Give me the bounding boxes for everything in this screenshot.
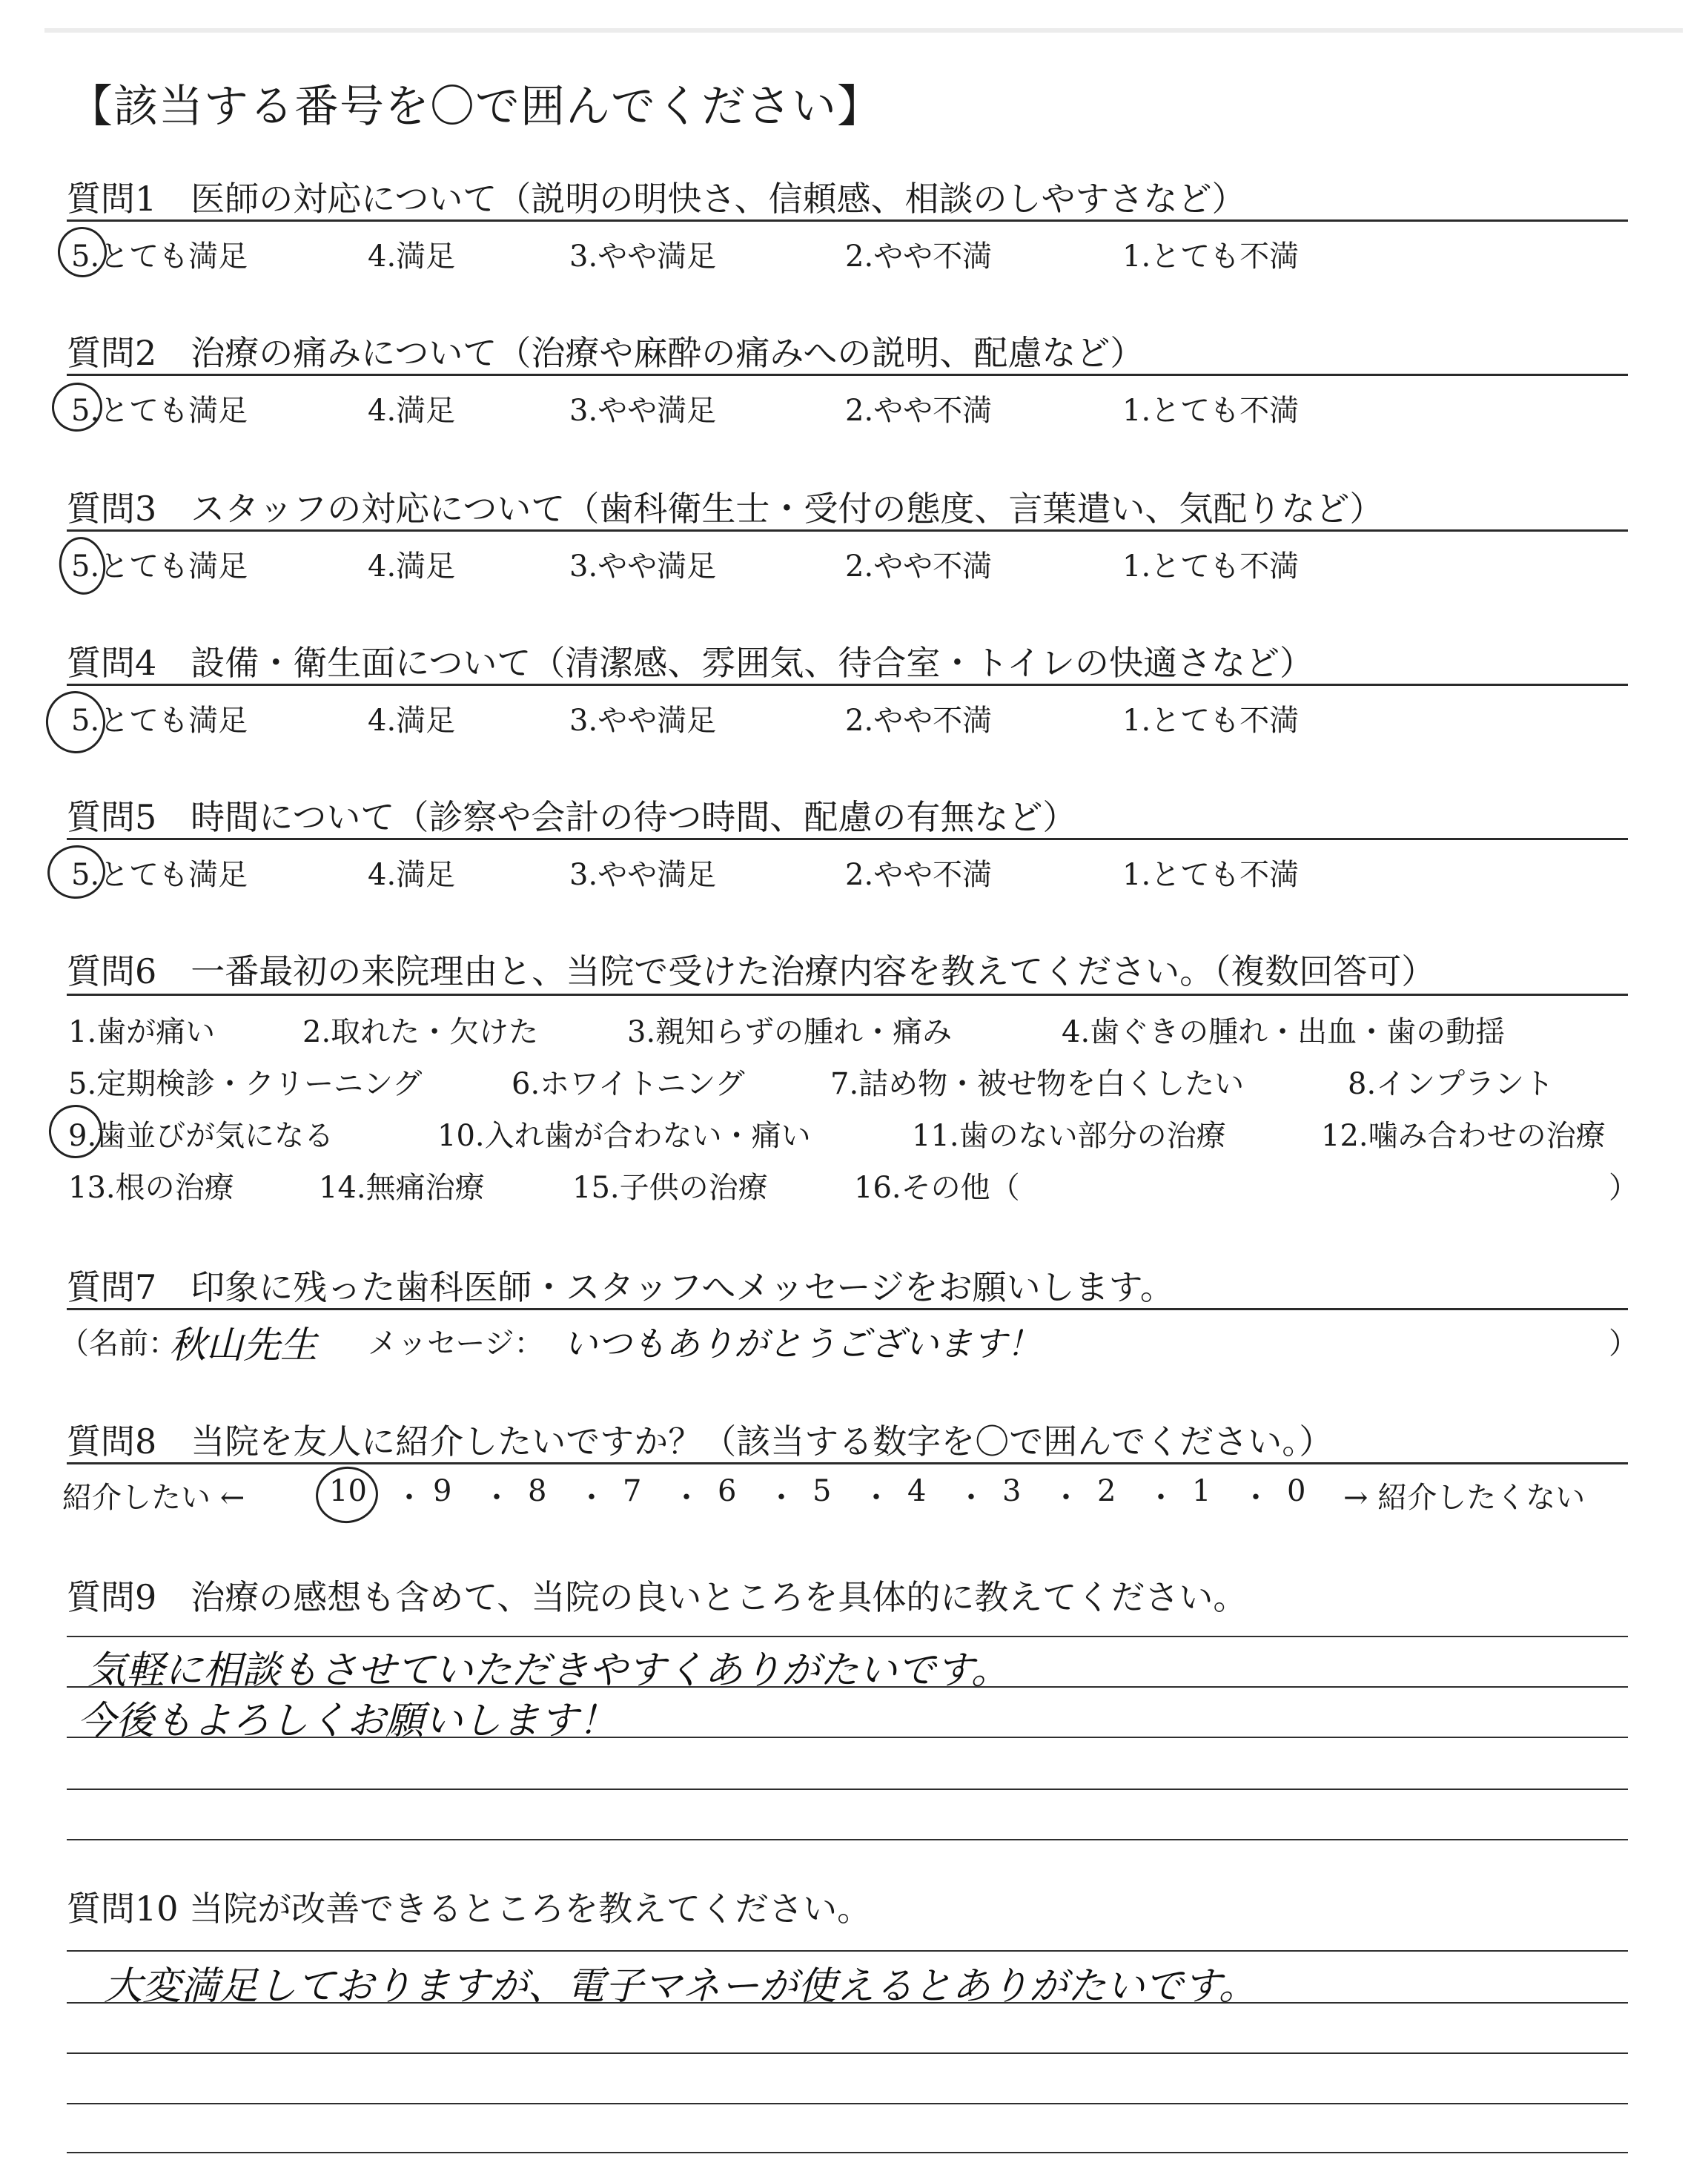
question-7-title: 質問7 印象に残った歯科医師・スタッフへメッセージをお願いします。	[67, 1267, 1174, 1307]
q4-option-3[interactable]: 3.やや満足	[569, 704, 717, 738]
q7-message-label: メッセージ：	[368, 1327, 544, 1361]
q1-option-3[interactable]: 3.やや満足	[569, 240, 717, 274]
q8-dot: ・	[1146, 1481, 1176, 1515]
q6-option-2[interactable]: 2.取れた・欠けた	[302, 1015, 539, 1049]
q4-option-1[interactable]: 1.とても不満	[1122, 704, 1300, 738]
question-7-rule	[67, 1308, 1628, 1310]
question-3-rule	[67, 529, 1628, 532]
q6-option-1[interactable]: 1.歯が痛い	[68, 1015, 216, 1049]
q8-dot: ・	[577, 1481, 606, 1515]
q1-option-5[interactable]: 5.とても満足	[71, 240, 248, 274]
q5-option-3[interactable]: 3.やや満足	[569, 858, 717, 892]
q8-dot: ・	[482, 1481, 512, 1515]
page-top-edge	[44, 28, 1683, 33]
q8-scale-9[interactable]: 9	[433, 1474, 452, 1508]
q6-option-12[interactable]: 12.噛み合わせの治療	[1321, 1119, 1606, 1153]
q2-option-2[interactable]: 2.やや不満	[845, 394, 993, 428]
q3-option-5[interactable]: 5.とても満足	[71, 549, 248, 584]
q6-option-11[interactable]: 11.歯のない部分の治療	[912, 1119, 1226, 1153]
q10-answer-line	[67, 2152, 1628, 2153]
q8-dot: ・	[672, 1481, 701, 1515]
q8-dot: ・	[1241, 1481, 1271, 1515]
question-8-title: 質問8 当院を友人に紹介したいですか？（該当する数字を〇で囲んでください。）	[67, 1421, 1334, 1462]
q10-answer-line	[67, 2052, 1628, 2054]
q6-option-8[interactable]: 8.インプラント	[1348, 1067, 1555, 1101]
q6-option-4[interactable]: 4.歯ぐきの腫れ・出血・歯の動揺	[1062, 1015, 1506, 1049]
q8-dot: ・	[394, 1481, 424, 1515]
q8-scale-5[interactable]: 5	[812, 1474, 832, 1508]
q3-option-3[interactable]: 3.やや満足	[569, 549, 717, 584]
q1-option-2[interactable]: 2.やや不満	[845, 240, 993, 274]
form-title: 【該当する番号を〇で囲んでください】	[68, 81, 882, 133]
q7-message-value[interactable]: いつもありがとうございます！	[563, 1324, 1041, 1364]
q10-answer-line	[67, 2103, 1628, 2104]
q8-dot: ・	[1051, 1481, 1081, 1515]
q8-selection-circle	[312, 1463, 382, 1527]
question-2-rule	[67, 374, 1628, 376]
q8-scale-6[interactable]: 6	[718, 1474, 737, 1508]
q4-option-4[interactable]: 4.満足	[368, 704, 456, 738]
q3-option-2[interactable]: 2.やや不満	[845, 549, 993, 584]
q9-answer-line	[67, 1636, 1628, 1637]
q8-dot: ・	[956, 1481, 986, 1515]
q4-option-5[interactable]: 5.とても満足	[71, 704, 248, 738]
q6-option-3[interactable]: 3.親知らずの腫れ・痛み	[627, 1015, 953, 1049]
q8-scale-4[interactable]: 4	[907, 1474, 927, 1508]
question-4-title: 質問4 設備・衛生面について（清潔感、雰囲気、待合室・トイレの快適さなど）	[67, 643, 1314, 683]
question-3-title: 質問3 スタッフの対応について（歯科衛生士・受付の態度、言葉遣い、気配りなど）	[67, 489, 1384, 529]
q1-option-4[interactable]: 4.満足	[368, 240, 456, 274]
question-4-rule	[67, 684, 1628, 686]
q6-option-16-close-paren: ）	[1609, 1171, 1638, 1205]
q6-option-6[interactable]: 6.ホワイトニング	[512, 1067, 745, 1101]
q3-option-1[interactable]: 1.とても不満	[1122, 549, 1300, 584]
q7-name-value[interactable]: 秋山先生	[169, 1324, 317, 1367]
q2-option-1[interactable]: 1.とても不満	[1122, 394, 1300, 428]
q9-answer-line	[67, 1839, 1628, 1840]
question-1-rule	[67, 219, 1628, 222]
q8-scale-2[interactable]: 2	[1097, 1474, 1116, 1508]
q7-close-paren: ）	[1609, 1327, 1638, 1361]
q10-answer-line	[67, 1950, 1628, 1952]
question-8-rule	[67, 1462, 1628, 1464]
q5-option-2[interactable]: 2.やや不満	[845, 858, 993, 892]
q6-option-13[interactable]: 13.根の治療	[68, 1171, 234, 1205]
q2-option-3[interactable]: 3.やや満足	[569, 394, 717, 428]
question-1-title: 質問1 医師の対応について（説明の明快さ、信頼感、相談のしやすさなど）	[67, 179, 1246, 219]
q5-option-5[interactable]: 5.とても満足	[71, 858, 248, 892]
question-2-title: 質問2 治療の痛みについて（治療や麻酔の痛みへの説明、配慮など）	[67, 333, 1145, 373]
q8-scale-1[interactable]: 1	[1192, 1474, 1211, 1508]
q4-option-2[interactable]: 2.やや不満	[845, 704, 993, 738]
question-5-rule	[67, 838, 1628, 840]
q8-scale-0[interactable]: 0	[1287, 1474, 1306, 1508]
question-5-title: 質問5 時間について（診察や会計の待つ時間、配慮の有無など）	[67, 797, 1077, 837]
q5-option-4[interactable]: 4.満足	[368, 858, 456, 892]
q6-option-7[interactable]: 7.詰め物・被せ物を白くしたい	[830, 1067, 1245, 1101]
q3-option-4[interactable]: 4.満足	[368, 549, 456, 584]
q6-option-9[interactable]: 9.歯並びが気になる	[68, 1119, 334, 1153]
q6-option-15[interactable]: 15.子供の治療	[572, 1171, 768, 1205]
q8-scale-7[interactable]: 7	[623, 1474, 642, 1508]
q6-option-16[interactable]: 16.その他（	[854, 1171, 1020, 1205]
q2-option-4[interactable]: 4.満足	[368, 394, 456, 428]
q8-scale-8[interactable]: 8	[528, 1474, 547, 1508]
q9-answer-text-1[interactable]: 気軽に相談もさせていただきやすくありがたいです。	[87, 1648, 1010, 1693]
q6-option-5[interactable]: 5.定期検診・クリーニング	[68, 1067, 423, 1101]
q9-answer-line	[67, 1789, 1628, 1790]
q1-option-1[interactable]: 1.とても不満	[1122, 240, 1300, 274]
q7-name-label: （名前：	[59, 1327, 178, 1361]
question-6-rule	[67, 994, 1628, 996]
q8-dot: ・	[861, 1481, 891, 1515]
q8-right-label: → 紹介したくない	[1343, 1481, 1586, 1515]
q8-scale-3[interactable]: 3	[1002, 1474, 1022, 1508]
q8-dot: ・	[767, 1481, 796, 1515]
q6-option-14[interactable]: 14.無痛治療	[319, 1171, 485, 1205]
q8-scale-10[interactable]: 10	[329, 1474, 367, 1508]
question-9-title: 質問9 治療の感想も含めて、当院の良いところを具体的に教えてください。	[67, 1577, 1248, 1617]
q10-answer-text-1[interactable]: 大変満足しておりますが、電子マネーが使えるとありがたいです。	[104, 1964, 1257, 2009]
question-10-title: 質問10 当院が改善できるところを教えてください。	[67, 1889, 872, 1929]
question-6-title: 質問6 一番最初の来院理由と、当院で受けた治療内容を教えてください。（複数回答可）	[67, 951, 1436, 991]
q2-option-5[interactable]: 5.とても満足	[71, 394, 248, 428]
q8-left-label: 紹介したい ←	[62, 1481, 245, 1515]
q9-answer-text-2[interactable]: 今後もよろしくお願いします！	[77, 1699, 618, 1743]
q6-option-10[interactable]: 10.入れ歯が合わない・痛い	[437, 1119, 811, 1153]
q5-option-1[interactable]: 1.とても不満	[1122, 858, 1300, 892]
